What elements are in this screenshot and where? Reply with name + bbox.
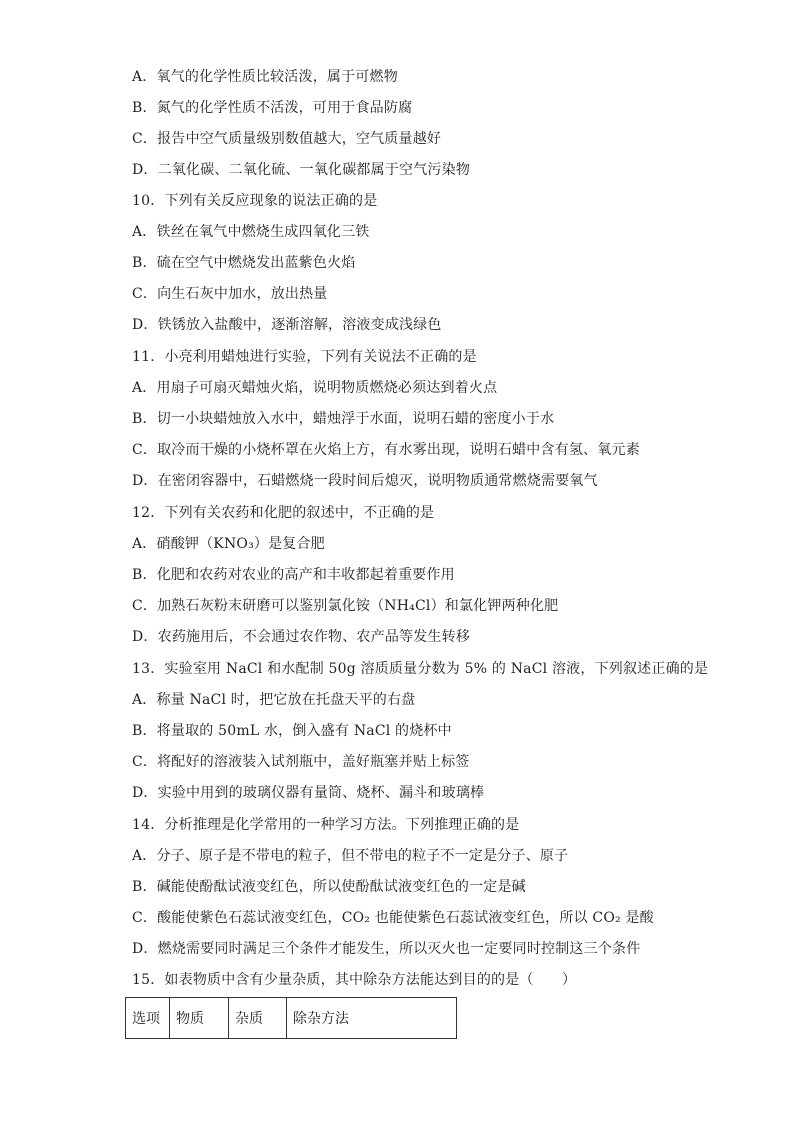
- question-11-option-c: C．取冷而干燥的小烧杯罩在火焰上方，有水雾出现，说明石蜡中含有氢、氧元素: [132, 442, 640, 458]
- question-11-option-b: B．切一小块蜡烛放入水中，蜡烛浮于水面，说明石蜡的密度小于水: [132, 411, 555, 427]
- question-12-option-c: C．加熟石灰粉末研磨可以鉴别氯化铵（NH₄Cl）和氯化钾两种化肥: [132, 598, 559, 614]
- question-11-option-a: A．用扇子可扇灭蜡烛火焰，说明物质燃烧必须达到着火点: [132, 380, 498, 396]
- question-14-option-b: B．碱能使酚酞试液变红色，所以使酚酞试液变红色的一定是碱: [132, 879, 526, 895]
- question-9-option-b: B．氮气的化学性质不活泼，可用于食品防腐: [132, 100, 413, 116]
- question-14-stem: 14．分析推理是化学常用的一种学习方法。下列推理正确的是: [132, 817, 520, 833]
- question-13-option-d: D．实验中用到的玻璃仪器有量筒、烧杯、漏斗和玻璃棒: [132, 785, 485, 801]
- header-option: 选项: [126, 998, 170, 1039]
- question-9-option-a: A．氧气的化学性质比较活泼，属于可燃物: [132, 69, 398, 85]
- question-14-option-a: A．分子、原子是不带电的粒子，但不带电的粒子不一定是分子、原子: [132, 848, 569, 864]
- header-impurity: 杂质: [229, 998, 287, 1039]
- question-10-option-b: B．硫在空气中燃烧发出蓝紫色火焰: [132, 255, 356, 271]
- impurity-removal-table: [125, 997, 457, 1039]
- question-14-option-d: D．燃烧需要同时满足三个条件才能发生，所以灭火也一定要同时控制这三个条件: [132, 941, 641, 957]
- question-12-option-b: B．化肥和农药对农业的高产和丰收都起着重要作用: [132, 567, 455, 583]
- question-13-option-a: A．称量 NaCl 时，把它放在托盘天平的右盘: [132, 692, 416, 708]
- question-13-stem: 13．实验室用 NaCl 和水配制 50g 溶质质量分数为 5% 的 NaCl 溶液，下列叙述正确的是: [132, 661, 709, 677]
- question-13-option-b: B．将量取的 50mL 水，倒入盛有 NaCl 的烧杯中: [132, 723, 452, 739]
- question-12-stem: 12．下列有关农药和化肥的叙述中，不正确的是: [132, 505, 435, 521]
- question-10-option-a: A．铁丝在氧气中燃烧生成四氧化三铁: [132, 224, 370, 240]
- header-method: 除杂方法: [287, 998, 457, 1039]
- question-10-option-c: C．向生石灰中加水，放出热量: [132, 286, 328, 302]
- question-10-stem: 10．下列有关反应现象的说法正确的是: [132, 193, 378, 209]
- question-13-option-c: C．将配好的溶液装入试剂瓶中，盖好瓶塞并贴上标签: [132, 754, 470, 770]
- question-11-stem: 11．小亮利用蜡烛进行实验，下列有关说法不正确的是: [132, 349, 477, 365]
- question-12-option-a: A．硝酸钾（KNO₃）是复合肥: [132, 536, 325, 552]
- question-10-option-d: D．铁锈放入盐酸中，逐渐溶解，溶液变成浅绿色: [132, 317, 442, 333]
- question-11-option-d: D．在密闭容器中，石蜡燃烧一段时间后熄灭，说明物质通常燃烧需要氧气: [132, 473, 598, 489]
- question-9-option-d: D．二氧化碳、二氧化硫、一氧化碳都属于空气污染物: [132, 162, 471, 178]
- question-9-option-c: C．报告中空气质量级别数值越大，空气质量越好: [132, 131, 442, 147]
- header-substance: 物质: [170, 998, 229, 1039]
- question-15-stem: 15．如表物质中含有少量杂质，其中除杂方法能达到目的的是（ ）: [132, 972, 577, 988]
- question-12-option-d: D．农药施用后，不会通过农作物、农产品等发生转移: [132, 629, 471, 645]
- question-14-option-c: C．酸能使紫色石蕊试液变红色，CO₂ 也能使紫色石蕊试液变红色，所以 CO₂ 是酸: [132, 910, 654, 926]
- table-header-row: [126, 998, 457, 1039]
